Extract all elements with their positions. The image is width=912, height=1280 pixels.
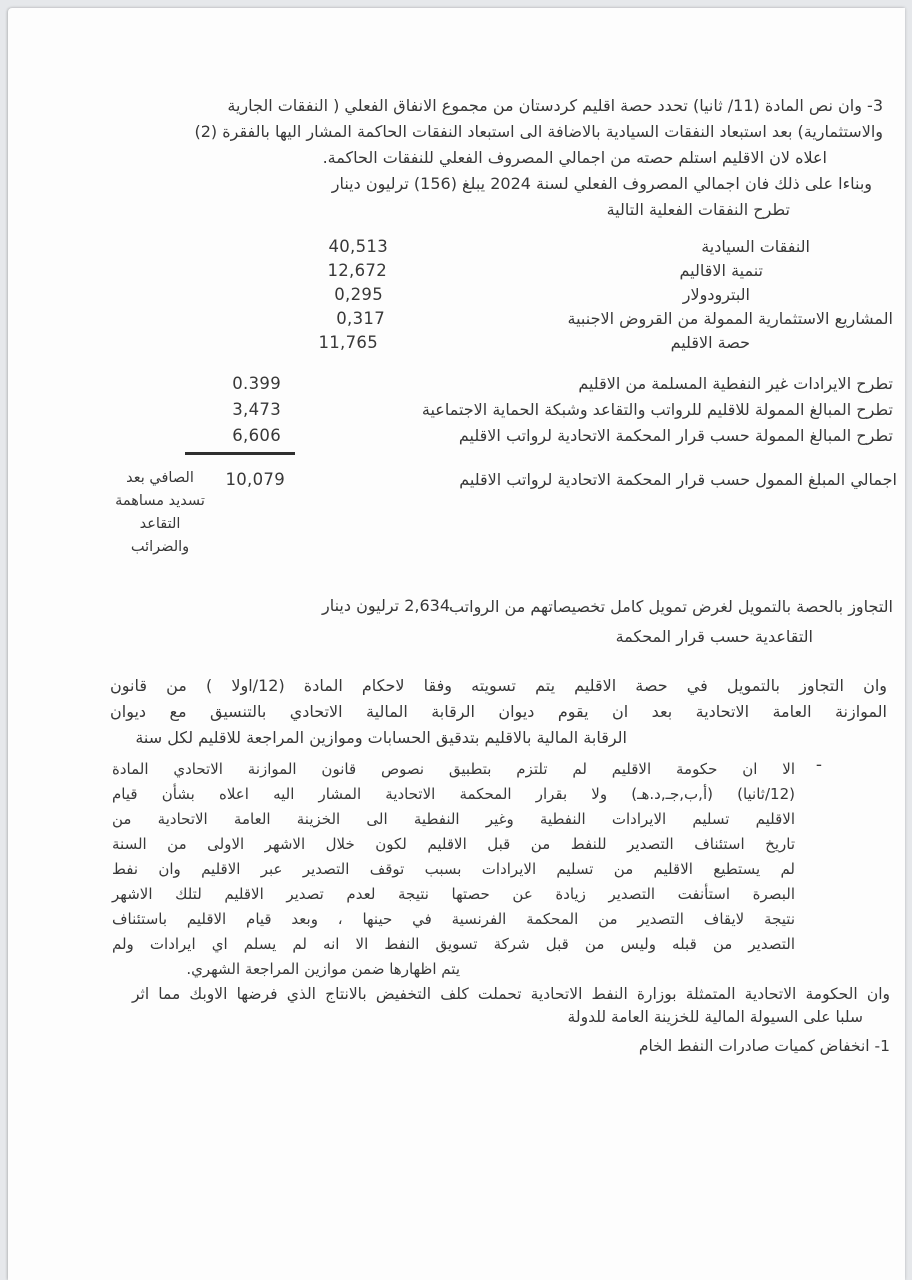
text-line: نتيجة لايقاف التصدير من المحكمة الفرنسية في حينها ، وبعد قيام الاقليم باستئناف xyxy=(112,910,795,928)
text-line: (12/ثانيا) (أ,ب,جـ,د.هـ) ولا بقرار المحكمة الاتحادية المشار اليه اعلاه بشأن قيام xyxy=(112,785,795,803)
intro-paragraph xyxy=(108,93,883,223)
text-line: تاريخ استئناف التصدير للنفط من قبل الاقليم لكون خلال الاشهر الاولى من السنة xyxy=(112,835,795,853)
row-value: 0,295 xyxy=(334,285,383,304)
table-row xyxy=(8,400,905,426)
row-value: 12,672 xyxy=(327,261,387,280)
sovereign-expenses-table xyxy=(8,237,905,357)
sum-rule xyxy=(185,452,295,455)
text-line: تطرح النفقات الفعلية التالية xyxy=(606,200,790,219)
row-label: تطرح المبالغ الممولة حسب قرار المحكمة الاتحادية لرواتب الاقليم xyxy=(458,426,893,445)
row-label: تنمية الاقاليم xyxy=(679,261,763,280)
table-row xyxy=(8,237,905,261)
text-line: اعلاه لان الاقليم استلم حصته من اجمالي المصروف الفعلي للنفقات الحاكمة. xyxy=(322,148,827,167)
text-line: تسديد مساهمة xyxy=(115,493,205,509)
bullet-dash: - xyxy=(815,755,822,775)
overrun-amount: 2,634 ترليون دينار xyxy=(322,596,450,615)
text-line: التجاوز بالحصة بالتمويل لغرض تمويل كامل تخصيصاتهم من الرواتب xyxy=(448,597,893,616)
table-row xyxy=(8,285,905,309)
overrun-statement xyxy=(388,592,893,652)
text-line: الموازنة العامة الاتحادية بعد ان يقوم ديوان الرقابة المالية الاتحادي بالتنسيق مع ديوان xyxy=(110,702,887,721)
text-line: 3- وان نص المادة (11/ ثانيا) تحدد حصة اقليم كردستان من مجموع الانفاق الفعلي ( النفقات الجارية xyxy=(227,96,883,115)
row-label: النفقات السيادية xyxy=(701,237,810,256)
table-row xyxy=(8,309,905,333)
row-label: تطرح المبالغ الممولة للاقليم للرواتب والتقاعد وشبكة الحماية الاجتماعية xyxy=(421,400,893,419)
row-value: 3,473 xyxy=(232,400,281,419)
row-value: 6,606 xyxy=(232,426,281,445)
table-row xyxy=(8,333,905,357)
margin-note xyxy=(104,467,216,559)
list-item-1: 1- انخفاض كميات صادرات النفط الخام xyxy=(638,1037,890,1055)
text-line: الا ان حكومة الاقليم لم تلتزم بتطبيق نصوص قانون الموازنة الاتحادي المادة xyxy=(112,760,795,778)
text-line: البصرة استأنفت التصدير زيادة عن حصتها نتيجة لعدم تصدير الاقليم لتلك الاشهر xyxy=(112,885,795,903)
text-line: الاقليم تسليم الايرادات النفطية وغير النفطية الى الخزينة العامة الاتحادية من xyxy=(112,810,795,828)
text-line: التقاعدية حسب قرار المحكمة xyxy=(615,627,813,646)
text-line: لم يستطيع الاقليم من تسليم الايرادات بسبب توقف التصدير عبر الاقليم وان نفط xyxy=(112,860,795,878)
text-line: وان التجاوز بالتمويل في حصة الاقليم يتم تسويته وفقا لاحكام المادة (12/اولا ) من قانون xyxy=(110,676,888,695)
text-line: الصافي بعد xyxy=(126,470,194,486)
row-label: المشاريع الاستثمارية الممولة من القروض الاجنبية xyxy=(567,309,893,328)
text-line: والاستثمارية) بعد استبعاد النفقات السيادية بالاضافة الى استبعاد النفقات الحاكمة المشار اليها بالفقرة (2) xyxy=(194,122,883,141)
text-line: الرقابة المالية بالاقليم بتدقيق الحسابات وموازين المراجعة للاقليم لكل سنة xyxy=(135,728,627,747)
table-row xyxy=(8,261,905,285)
table-row xyxy=(8,374,905,400)
text-line: التصدير من قبله وليس من قبل شركة تسويق النفط الا انه لم يسلم اي ايرادات ولم xyxy=(112,935,795,953)
deductions-table xyxy=(8,374,905,452)
row-value: 11,765 xyxy=(318,333,378,352)
text-line: وان الحكومة الاتحادية المتمثلة بوزارة النفط الاتحادية تحملت كلف التخفيض بالانتاج الذي فرضها الاوبك مما اثر xyxy=(132,985,890,1003)
row-label: البترودولار xyxy=(682,285,750,304)
document-page xyxy=(8,8,905,1280)
row-label: اجمالي المبلغ الممول حسب قرار المحكمة الاتحادية لرواتب الاقليم xyxy=(459,470,897,489)
row-label: حصة الاقليم xyxy=(670,333,750,352)
text-line: التقاعد xyxy=(139,516,181,532)
text-line: سلبا على السيولة المالية للخزينة العامة للدولة xyxy=(567,1008,863,1026)
text-line: يتم اظهارها ضمن موازين المراجعة الشهري. xyxy=(186,960,460,978)
text-line: وبناءا على ذلك فان اجمالي المصروف الفعلي لسنة 2024 يبلغ (156) ترليون دينار xyxy=(331,174,872,193)
row-value: 0,317 xyxy=(336,309,385,328)
settlement-paragraph xyxy=(110,673,887,751)
table-row xyxy=(8,426,905,452)
text-line: والضرائب xyxy=(130,539,190,555)
noncompliance-bullet-paragraph xyxy=(112,757,795,982)
row-value: 10,079 xyxy=(225,470,285,489)
row-label: تطرح الايرادات غير النفطية المسلمة من الاقليم xyxy=(578,374,893,393)
opec-paragraph xyxy=(132,983,890,1029)
row-value: 40,513 xyxy=(328,237,388,256)
row-value: 0.399 xyxy=(232,374,281,393)
